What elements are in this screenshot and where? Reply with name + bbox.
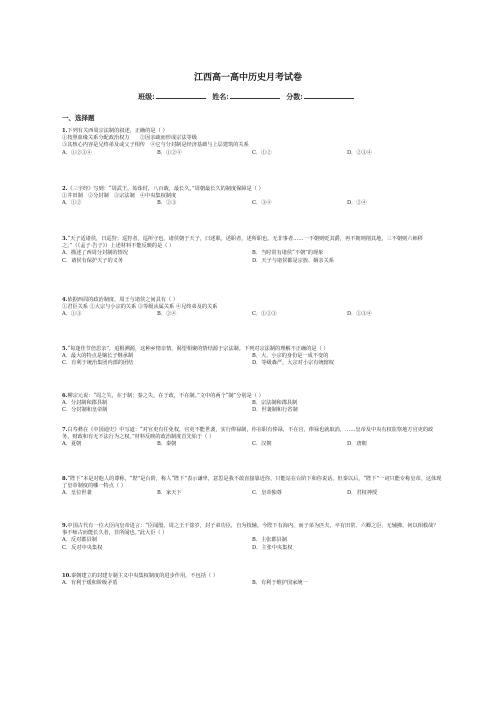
page-title: 江西高一高中历史月考试卷 [193,73,302,83]
question-5 [62,346,442,368]
answer-options [62,311,442,318]
question-number: 5. [62,346,68,352]
question-stem [62,427,442,441]
answer-option[interactable]: B．秦朝 [157,441,177,448]
answer-option[interactable]: C．汉朝 [252,441,272,448]
question-text: “天子适诸侯，曰巡狩；巡狩者，巡所守也。诸侯朝于天子，曰述职。述职者，述所职也。无非事者……一不朝则贬其爵，再不朝则削其地，三不朝则六师移之。”（《孟子·告子》）上述材料不能反映的是（ ） [62,236,423,250]
question-item: ①按照血缘关系分配政治权力 ②因亲疏而形成宗法等级 [62,135,197,142]
answer-options [62,490,442,497]
question-9 [62,523,442,552]
question-text: 《三字经》写到：“周武王，始诛纣，八百载，最长久。”周朝最长久的制度保障是（ ） [67,186,264,192]
question-text: 柳宗元说：“周之失，在于制；秦之失，在于政，不在制。”文中的两个“制”分别是（ ） [67,393,264,399]
question-text: “陛下”本是对他人的尊称，“陛”是台阶，称人“陛下”表示谦卑，意思是我不敢直接靠近你，只能站在台阶下和你说话。但秦以后，“陛下”一词只能专称皇帝。这体现了皇帝制度的哪一特点（ ） [62,476,442,490]
answer-option[interactable]: A．夏朝 [62,441,82,448]
answer-options [62,580,442,587]
question-number: 1. [62,128,68,134]
answer-option[interactable]: B．当时常有诸侯“不朝”的现象 [252,250,324,257]
question-number: 10. [62,573,72,579]
answer-options [62,537,442,551]
question-stem [62,523,442,537]
question-item: ③其核心内容是兄终弟及或父子相传 ④它与分封制是经济基础与上层建筑的关系 [62,142,249,149]
answer-options [62,150,442,157]
answer-option[interactable]: A．有利于缓和阶级矛盾 [62,580,118,587]
answer-option[interactable]: D．唐朝 [347,441,367,448]
answer-options [62,400,442,414]
answer-option[interactable]: A．①③ [62,311,82,318]
answer-options [62,250,442,264]
answer-option[interactable]: C．有利于统治集团内部的团结 [62,360,134,367]
score-label: 分数: [286,92,303,101]
answer-option[interactable]: B．②④ [157,311,177,318]
question-number: 2. [62,186,68,192]
question-stem [62,236,442,250]
class-blank[interactable] [156,92,206,99]
answer-option[interactable]: D．世袭制和行省制 [252,407,298,414]
question-stem [62,476,442,490]
question-text: “每逢佳节倍思亲”，追根溯源，这种乡情亲情，渴望相聚的情结源于宗法制。下列对宗法制的理解不正确的是（ ） [67,346,329,352]
answer-option[interactable]: C．皇帝独尊 [252,490,282,497]
question-number: 7. [62,427,68,433]
question-number: 8. [62,476,68,482]
score-blank[interactable] [304,92,354,99]
answer-option[interactable]: C．分封制和皇帝制 [62,407,108,414]
question-7 [62,427,442,449]
answer-option[interactable]: D．主张中央集权 [252,544,293,551]
answer-option[interactable]: B．主张郡县制 [252,537,287,544]
answer-option[interactable]: D．等级森严，大宗对小宗有统辖权 [252,360,334,367]
question-text: 白寿彝在《中国通史》中写道：“对官吏有任免权，官吏不能世袭，实行俸禄制，你在职有俸禄，不在官，俸禄也就取消，……皇帝及中央有权监察地方官吏的政务、财政和有无不法行为之权。”材料反映的政治制度首先始于（ ） [62,427,434,441]
question-1 [62,128,442,157]
answer-option[interactable]: A．①②③④ [62,149,92,156]
question-item: ①君臣关系 ②大宗与小宗的关系 ③等级从属关系 ④兄终弟及的关系 [62,304,218,311]
answer-option[interactable]: D．君权神授 [347,490,378,497]
answer-option[interactable]: A．描述了西周分封制的情况 [62,250,128,257]
question-text: 秦朝建立的封建专制主义中央集权制度的进步作用，不包括（ ） [71,573,218,579]
answer-option[interactable]: A．皇位世袭 [62,490,92,497]
question-10 [62,573,442,587]
question-number: 9. [62,523,68,529]
question-4 [62,297,442,319]
answer-option[interactable]: C．诸侯有保护天子的义务 [62,257,124,264]
answer-option[interactable]: D．①③④ [347,311,372,318]
answer-option[interactable]: D．②④ [347,200,367,207]
question-text: 下列有关西周宗法制的叙述，正确的是（ ） [67,128,168,134]
section-heading: 一、选择题 [62,114,95,122]
answer-option[interactable]: C．反对中央集权 [62,544,103,551]
answer-option[interactable]: A．最大的特点是嫡长子继承制 [62,353,134,360]
answer-option[interactable]: A．①② [62,200,82,207]
answer-option[interactable]: B．宗法制和郡县制 [252,400,298,407]
answer-option[interactable]: D．②③④ [347,149,372,156]
question-3 [62,236,442,265]
question-item: ①井田制 ②分封制 ③宗法制 ④中央集权制度 [62,193,177,200]
answer-options [62,441,442,448]
answer-option[interactable]: B．①②④ [157,149,182,156]
answer-option[interactable]: B．有利于维护国家统一 [252,580,308,587]
question-number: 4. [62,297,68,303]
question-text: 中国古代有一位大臣向皇帝进言：“臣闻殷、周之王千馀岁，封子弟功臣，自为枝辅。今陛下有海内，而子弟为匹夫，卒有田常、六卿之臣，无辅拂，何以相救哉？事不师古而能长久者，非所闻也。”此大臣（ ） [62,523,439,537]
answer-option[interactable]: D．天子与诸侯都是宗族、姻亲关系 [252,257,334,264]
answer-option[interactable]: C．①② [252,149,272,156]
answer-options [62,200,442,207]
question-number: 6. [62,393,68,399]
question-8 [62,476,442,498]
answer-option[interactable]: A．反对郡县制 [62,537,97,544]
answer-option[interactable]: B．家天下 [157,490,182,497]
answer-option[interactable]: A．分封制和郡县制 [62,400,108,407]
question-6 [62,393,442,415]
question-2 [62,186,442,208]
answer-option[interactable]: C．③④ [252,200,272,207]
answer-option[interactable]: B．②③ [157,200,177,207]
name-label: 姓名: [212,92,229,101]
answer-options [62,353,442,367]
student-info-line [0,92,496,102]
question-number: 3. [62,236,68,242]
answer-option[interactable]: C．①②③ [252,311,277,318]
name-blank[interactable] [230,92,280,99]
answer-option[interactable]: B．大、小宗的身份是一成不变的 [252,353,329,360]
class-label: 班级: [138,92,155,101]
question-text: 依据西周的政治制度，周王与诸侯之间具有（ ） [67,297,179,303]
